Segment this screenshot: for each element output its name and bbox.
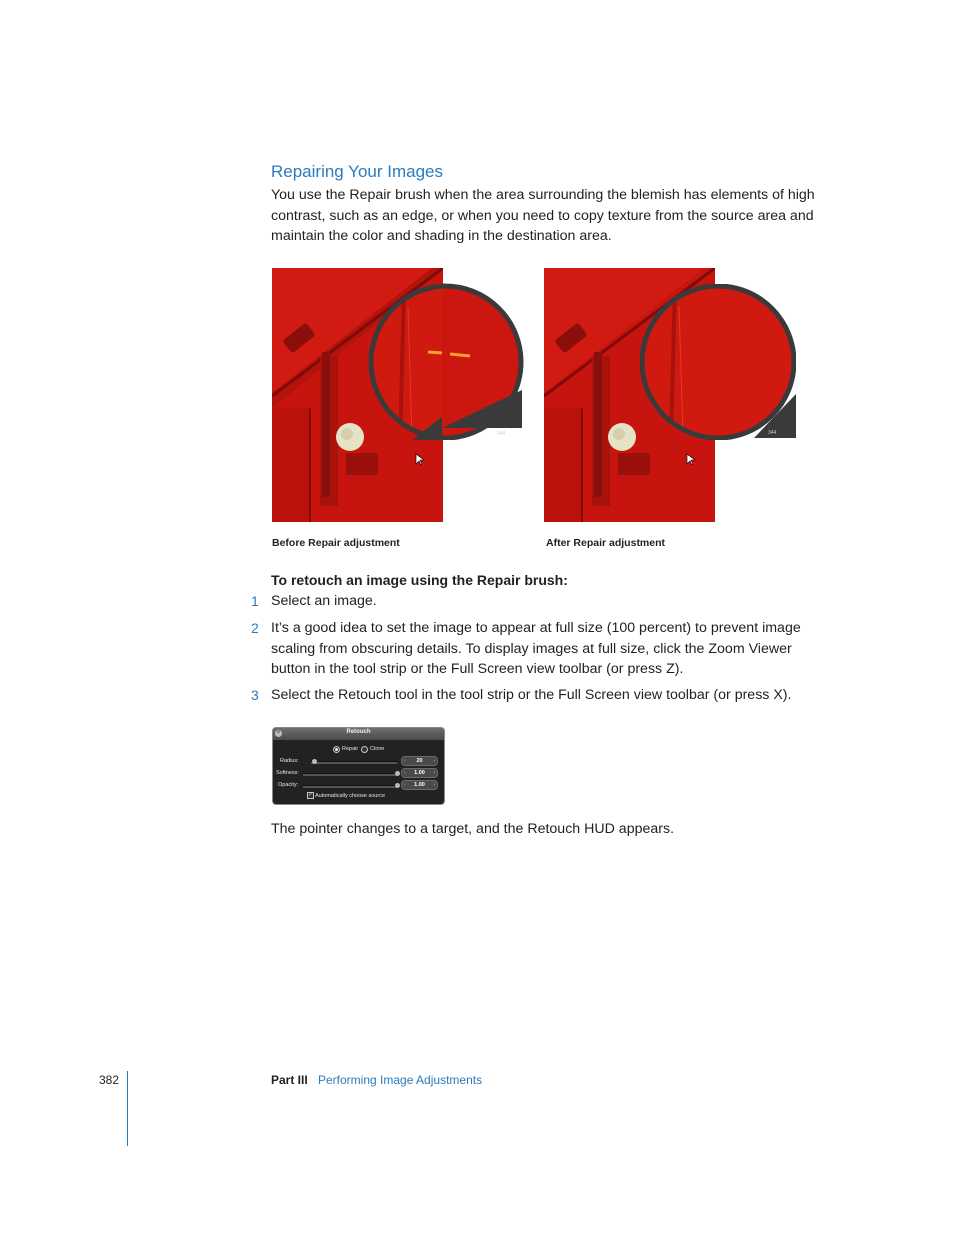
radius-slider-knob[interactable] (312, 759, 317, 764)
footer-rule (127, 1071, 128, 1146)
opacity-stepper[interactable] (401, 780, 438, 790)
chevron-right-icon[interactable]: › (433, 782, 435, 788)
footer-section: Performing Image Adjustments (318, 1073, 483, 1087)
close-icon[interactable]: × (276, 730, 281, 736)
opacity-slider-knob[interactable] (395, 783, 400, 788)
chevron-left-icon[interactable]: ‹ (404, 770, 406, 776)
after-caption: After Repair adjustment (546, 537, 666, 549)
intro-paragraph: You use the Repair brush when the area surrounding the blemish has elements of high contrast, such as an edge, or when you need to copy texture from the source area and maintain the color and shading in the destination area. (271, 187, 815, 244)
clone-radio[interactable] (361, 746, 368, 753)
hud-title: Retouch (346, 729, 371, 735)
opacity-value[interactable]: 1.00 (414, 782, 425, 788)
softness-stepper[interactable] (401, 768, 438, 778)
section-heading: Repairing Your Images (271, 162, 444, 181)
after-loupe (640, 284, 796, 440)
softness-label: Softness: (276, 770, 299, 776)
chevron-left-icon[interactable]: ‹ (404, 782, 406, 788)
result-text: The pointer changes to a target, and the Retouch HUD appears. (271, 821, 675, 837)
before-loupe-overhang (442, 268, 525, 440)
step-number: 3 (251, 687, 259, 703)
chevron-right-icon[interactable]: › (433, 770, 435, 776)
softness-slider-knob[interactable] (395, 771, 400, 776)
step-text: It’s a good idea to set the image to appear at full size (100 percent) to prevent image scaling from obscuring details. To display images at full size, click the Zoom Viewer button in the tool strip or the Full Screen view toolbar (or press Z). (271, 620, 801, 677)
opacity-slider[interactable] (303, 785, 397, 788)
loupe-zoom: 344 (768, 430, 777, 436)
step-number: 1 (251, 593, 259, 609)
radius-value[interactable]: 20 (416, 758, 423, 764)
step-text: Select the Retouch tool in the tool strip or the Full Screen view toolbar (or press X). (271, 687, 792, 703)
chevron-left-icon[interactable]: ‹ (404, 758, 406, 764)
radius-stepper[interactable] (401, 756, 438, 766)
task-title: To retouch an image using the Repair brush: (271, 572, 568, 588)
auto-source-label: Automatically choose source (315, 793, 386, 799)
retouch-hud (272, 727, 445, 805)
softness-value[interactable]: 1.00 (414, 770, 425, 776)
step-number: 2 (251, 620, 259, 636)
repair-label: Repair (342, 746, 359, 752)
auto-source-checkbox[interactable]: ✓ (308, 792, 313, 798)
page-number: 382 (99, 1073, 120, 1087)
radius-slider[interactable] (311, 761, 397, 764)
repair-radio[interactable] (333, 746, 340, 753)
clone-label: Clone (370, 746, 385, 752)
footer-part: Part III (271, 1073, 308, 1087)
radius-label: Radius: (280, 758, 299, 764)
step-text: Select an image. (271, 593, 377, 609)
before-photo (272, 268, 443, 522)
svg-text:344: 344 (497, 431, 506, 437)
softness-slider[interactable] (303, 773, 397, 776)
before-caption: Before Repair adjustment (272, 537, 400, 549)
opacity-label: Opacity: (278, 782, 299, 788)
chevron-right-icon[interactable]: › (433, 758, 435, 764)
